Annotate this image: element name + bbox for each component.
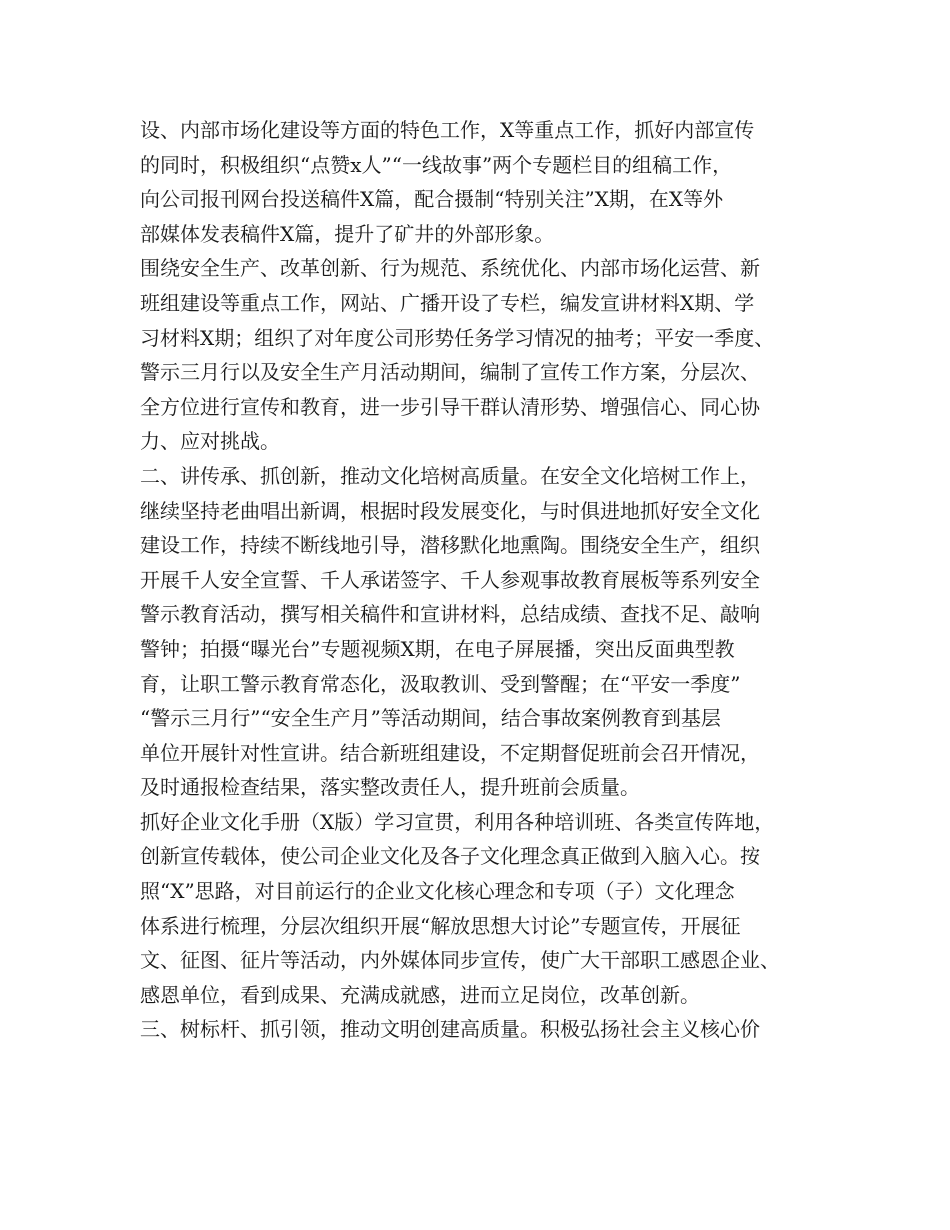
section-heading-line: 二、讲传承、抓创新，推动文化培树高质量。在安全文化培树工作上， <box>140 463 760 488</box>
text-line: 全方位进行宣传和教育，进一步引导干群认清形势、增强信心、同心协 <box>140 394 760 419</box>
text-line: 抓好企业文化手册（X版）学习宣贯，利用各种培训班、各类宣传阵地， <box>140 809 775 834</box>
text-line: “警示三月行”“安全生产月”等活动期间，结合事故案例教育到基层 <box>140 706 721 731</box>
text-line: 向公司报刊网台投送稿件X篇，配合摄制“特别关注”X期，在X等外 <box>140 187 724 212</box>
text-line: 体系进行梳理，分层次组织开展“解放思想大讨论”专题宣传，开展征 <box>140 913 741 938</box>
text-line: 警钟；拍摄“曝光台”专题视频X期，在电子屏展播，突出反面典型教 <box>140 636 735 661</box>
text-line: 照“X”思路，对目前运行的企业文化核心理念和专项（子）文化理念 <box>140 879 735 904</box>
text-line: 感恩单位，看到成果、充满成就感，进而立足岗位，改革创新。 <box>140 982 700 1007</box>
text-line: 育，让职工警示教育常态化，汲取教训、受到警醒；在“平安一季度” <box>140 671 741 696</box>
text-line: 的同时，积极组织“点赞x人”“一线故事”两个专题栏目的组稿工作， <box>140 152 733 177</box>
section-heading-line: 三、树标杆、抓引领，推动文明创建高质量。积极弘扬社会主义核心价 <box>140 1017 760 1042</box>
text-line: 力、应对挑战。 <box>140 429 280 454</box>
text-line: 警示三月行以及安全生产月活动期间，编制了宣传工作方案，分层次、 <box>140 360 760 385</box>
text-line: 单位开展针对性宣讲。结合新班组建设，不定期督促班前会召开情况， <box>140 740 760 765</box>
text-line: 设、内部市场化建设等方面的特色工作，X等重点工作，抓好内部宣传 <box>140 118 755 142</box>
text-line: 建设工作，持续不断线地引导，潜移默化地熏陶。围绕安全生产，组织 <box>140 533 760 558</box>
text-line: 警示教育活动，撰写相关稿件和宣讲材料，总结成绩、查找不足、敲响 <box>140 602 760 627</box>
text-line: 部媒体发表稿件X篇，提升了矿井的外部形象。 <box>140 221 555 246</box>
text-line: 围绕安全生产、改革创新、行为规范、系统优化、内部市场化运营、新 <box>140 256 760 281</box>
text-line: 创新宣传载体，使公司企业文化及各子文化理念真正做到入脑入心。按 <box>140 844 760 869</box>
document-body <box>140 113 820 1047</box>
text-line: 及时通报检查结果，落实整改责任人，提升班前会质量。 <box>140 775 640 800</box>
text-line: 文、征图、征片等活动，内外媒体同步宣传，使广大干部职工感恩企业、 <box>140 948 780 973</box>
text-line: 开展千人安全宣誓、千人承诺签字、千人参观事故教育展板等系列安全 <box>140 567 760 592</box>
text-line: 习材料X期；组织了对年度公司形势任务学习情况的抽考；平安一季度、 <box>140 325 775 350</box>
text-line: 继续坚持老曲唱出新调，根据时段发展变化，与时俱进地抓好安全文化 <box>140 498 760 523</box>
text-line: 班组建设等重点工作，网站、广播开设了专栏，编发宣讲材料X期、学 <box>140 290 755 315</box>
